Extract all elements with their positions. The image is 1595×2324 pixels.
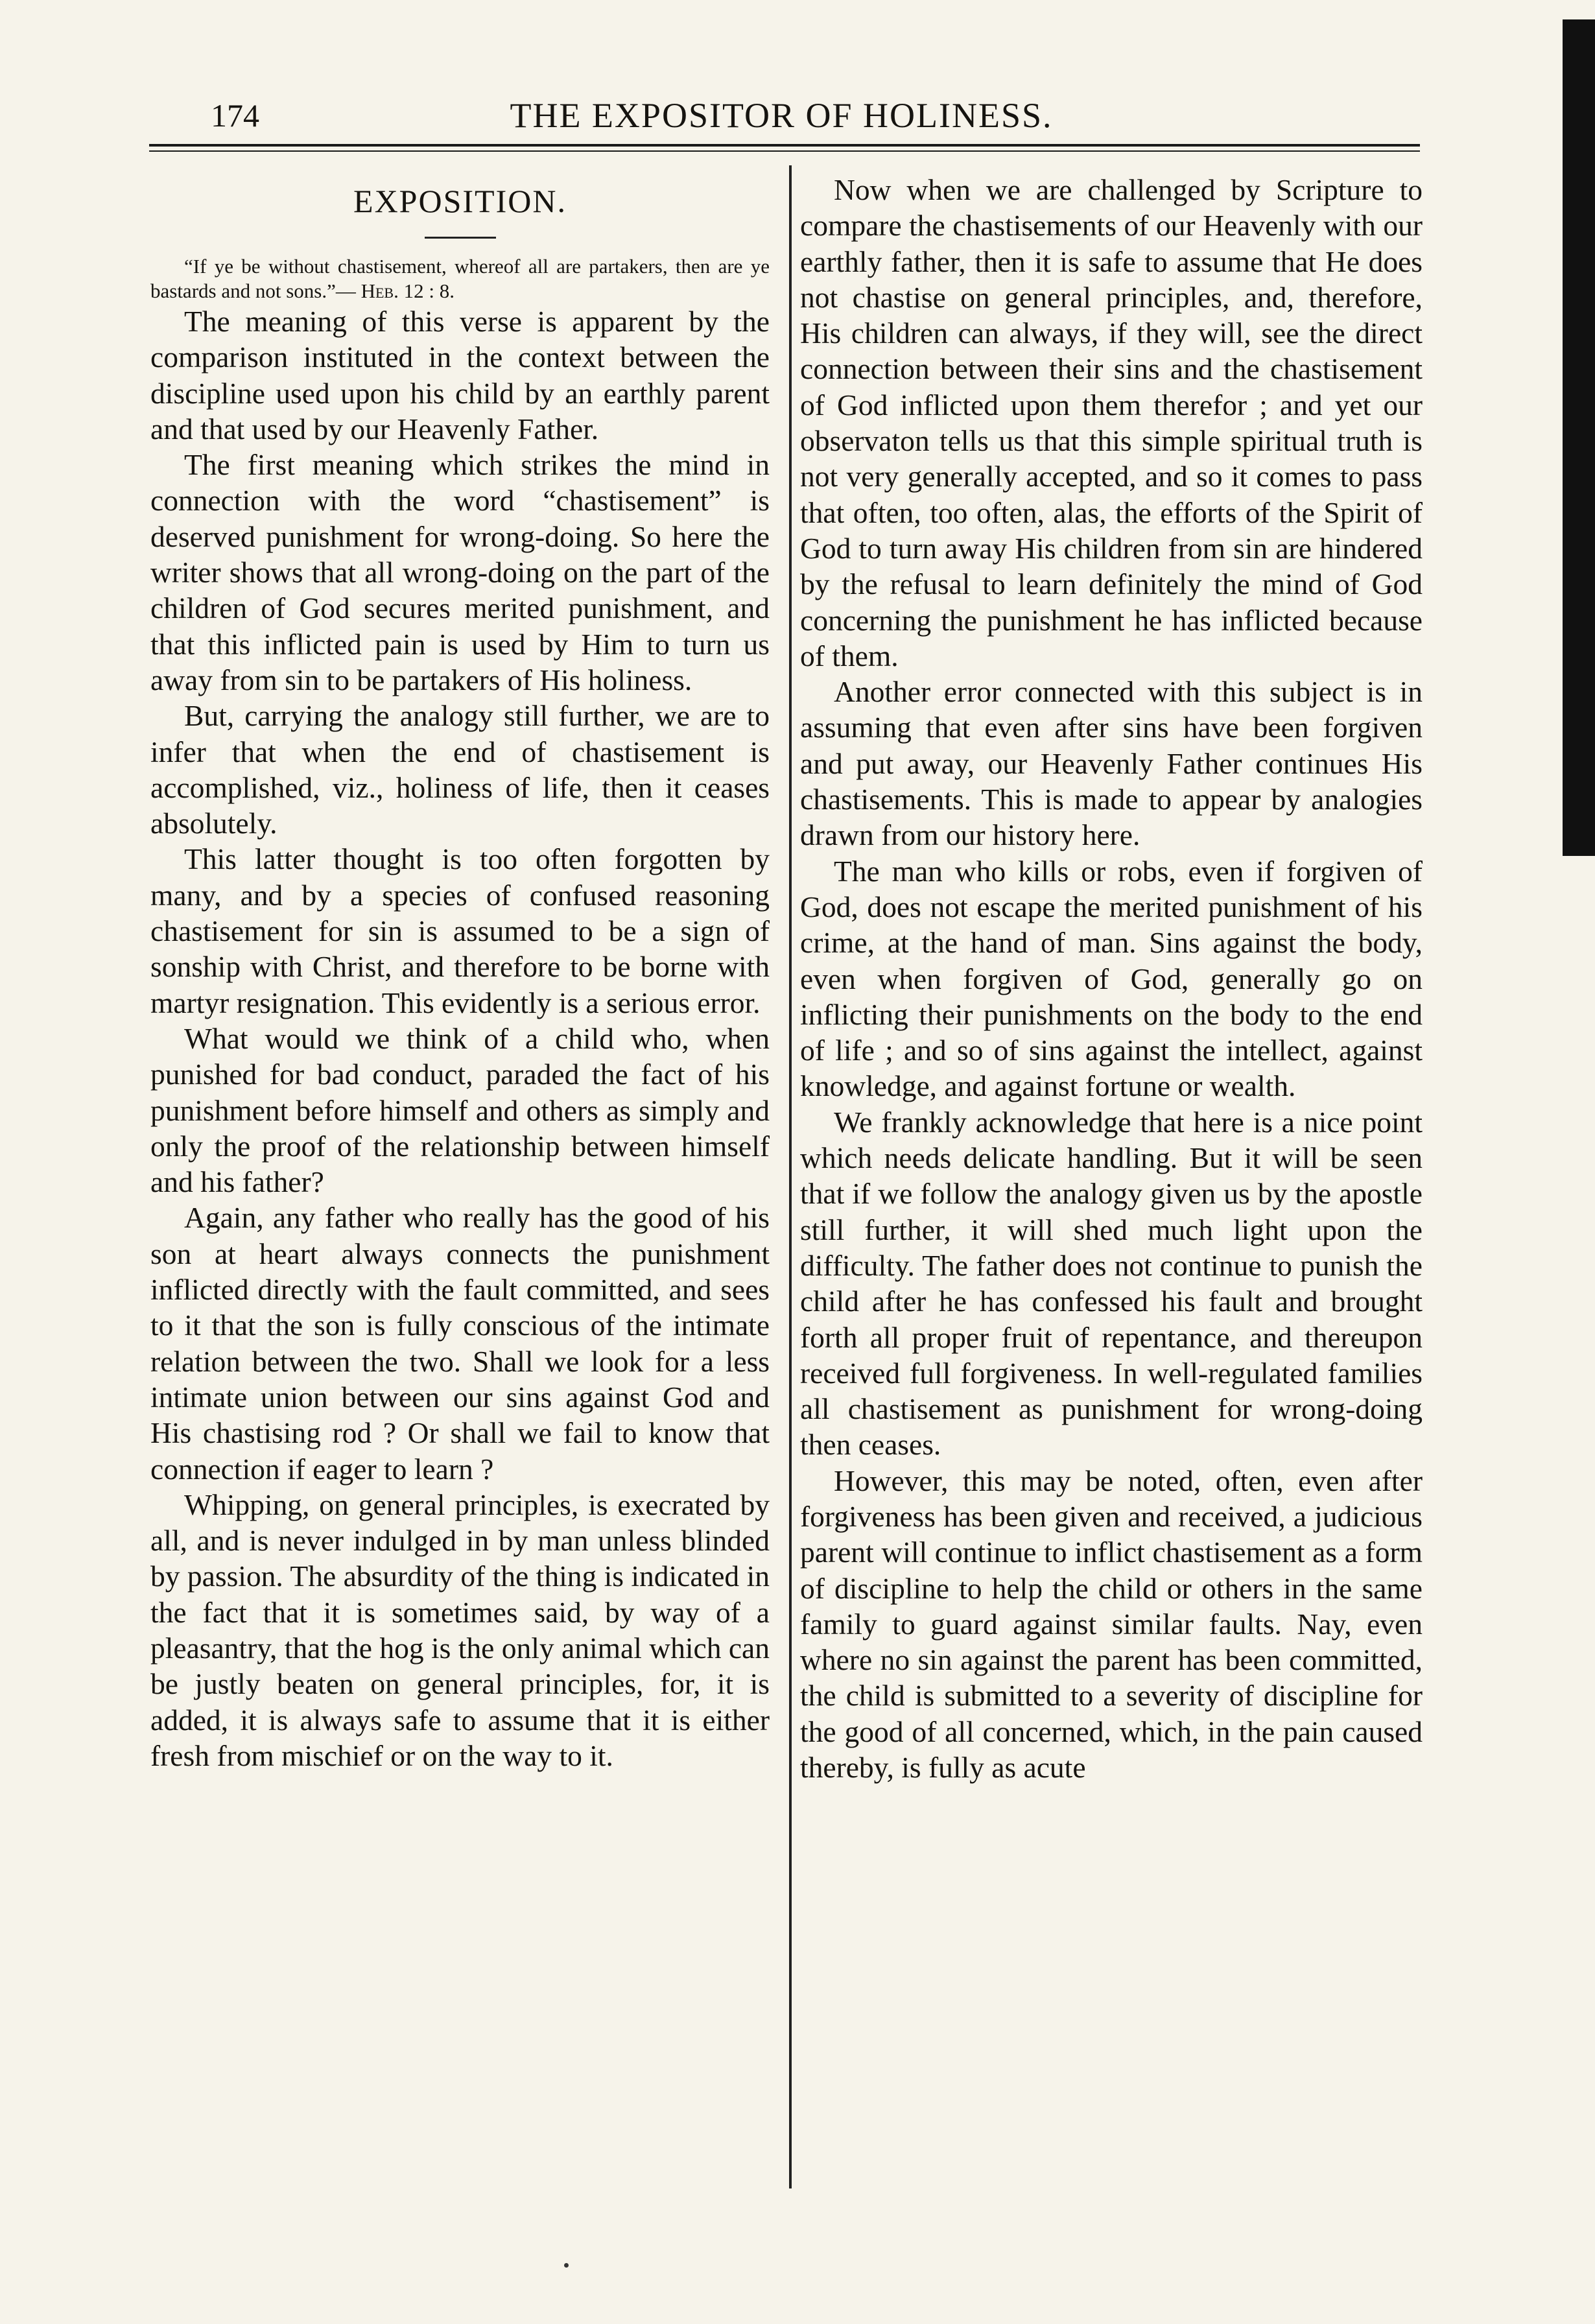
- header-rule: [149, 144, 1420, 147]
- paragraph: We frankly acknowledge that here is a nice point which needs delicate handling. But it will be seen that if we follow the analogy given us by the apostle still further, it will shed much light upon the difficulty. The father does not continue to punish the child after he has confessed his fault and brought forth all proper fruit of repentance, and thereupon received full forgiveness. In well-regulated families all chastisement as punishment for wrong-doing then ceases.: [800, 1105, 1423, 1462]
- page-number: 174: [211, 97, 259, 134]
- header-rule-thin: [149, 150, 1420, 152]
- epigraph: [150, 254, 770, 303]
- paragraph: Again, any father who really has the good of his son at heart always connects the punishment inflicted directly with the fault committed, and sees to it that the son is fully conscious of the intimate relation between the two. Shall we look for a less intimate union between our sins against God and His chastising rod ? Or shall we fail to know that connection if eager to learn ?: [150, 1201, 770, 1486]
- paragraph: Now when we are challenged by Scripture to compare the chastisements of our Heavenly with our earthly father, then it is safe to assume that He does not chastise on general principles, and, therefore, His children can always, if they will, see the direct connection between their sins and the chastisement of God inflicted upon them therefor ; and yet our observaton tells us that this simple spiritual truth is not very generally accepted, and so it comes to pass that often, too often, alas, the efforts of the Spirit of God to turn away His children from sin are hindered by the refusal to learn definitely the mind of God concerning the punishment he has inflicted because of them.: [800, 173, 1423, 672]
- paragraph: Another error connected with this subject is in assuming that even after sins have been forgiven and put away, our Heavenly Father continues His chastisements. This is made to appear by analogies drawn from our history here.: [800, 675, 1423, 852]
- paragraph: The man who kills or robs, even if forgiven of God, does not escape the merited punishment of his crime, at the hand of man. Sins against the body, even when forgiven of God, generally go on inflicting their punishments on the body to the end of life ; and so of sins against the intellect, against knowledge, and against fortune or wealth.: [800, 854, 1423, 1103]
- paragraph: But, carrying the analogy still further, we are to infer that when the end of chastisement is accomplished, viz., holiness of life, then it ceases absolutely.: [150, 699, 770, 840]
- title-rule: [425, 237, 496, 239]
- paragraph: However, this may be noted, often, even after forgiveness has been given and received, a judicious parent will continue to inflict chastisement as a form of discipline to help the child or others in the same family to guard against similar faults. Nay, even where no sin against the parent has been committed, the child is submitted to a severity of discipline for the good of all concerned, which, in the pain caused thereby, is fully as acute: [800, 1464, 1423, 1784]
- right-column: [800, 172, 1423, 1785]
- print-speck: [564, 2263, 569, 2268]
- section-title: EXPOSITION.: [353, 183, 567, 219]
- left-column: [150, 172, 770, 1773]
- paragraph: Whipping, on general principles, is execrated by all, and is never indulged in by man unless blinded by passion. The absurdity of the thing is indicated in the fact that it is sometimes said, by way of a pleasantry, that the hog is the only animal which can be justly beaten on general principles, for, it is added, it is always safe to assume that it is either fresh from mischief or on the way to it.: [150, 1488, 770, 1772]
- epigraph-citation: Heb. 12 : 8.: [360, 279, 455, 302]
- page-edge-shadow: [1563, 19, 1595, 856]
- epigraph-quote: “If ye be without chastisement, whereof all are partakers, then are ye bastards and not sons.”—: [150, 255, 770, 302]
- paragraph: The first meaning which strikes the mind in connection with the word “chastisement” is deserved punishment for wrong-doing. So here the writer shows that all wrong-doing on the part of the children of God secures merited punishment, and that this inflicted pain is used by Him to turn us away from sin to be partakers of His holiness.: [150, 448, 770, 696]
- paragraph: What would we think of a child who, when punished for bad conduct, paraded the fact of his punishment before himself and others as simply and only the proof of the relationship between himself and his father?: [150, 1021, 770, 1199]
- paragraph: This latter thought is too often forgotten by many, and by a species of confused reasoning chastisement for sin is assumed to be a sign of sonship with Christ, and therefore to be borne with martyr resignation. This evidently is a serious error.: [150, 842, 770, 1019]
- column-divider: [789, 165, 792, 2188]
- running-title: THE EXPOSITOR OF HOLINESS.: [510, 96, 1053, 135]
- paragraph: The meaning of this verse is apparent by the comparison instituted in the context between the discipline used upon his child by an earthly parent and that used by our Heavenly Father.: [150, 305, 770, 445]
